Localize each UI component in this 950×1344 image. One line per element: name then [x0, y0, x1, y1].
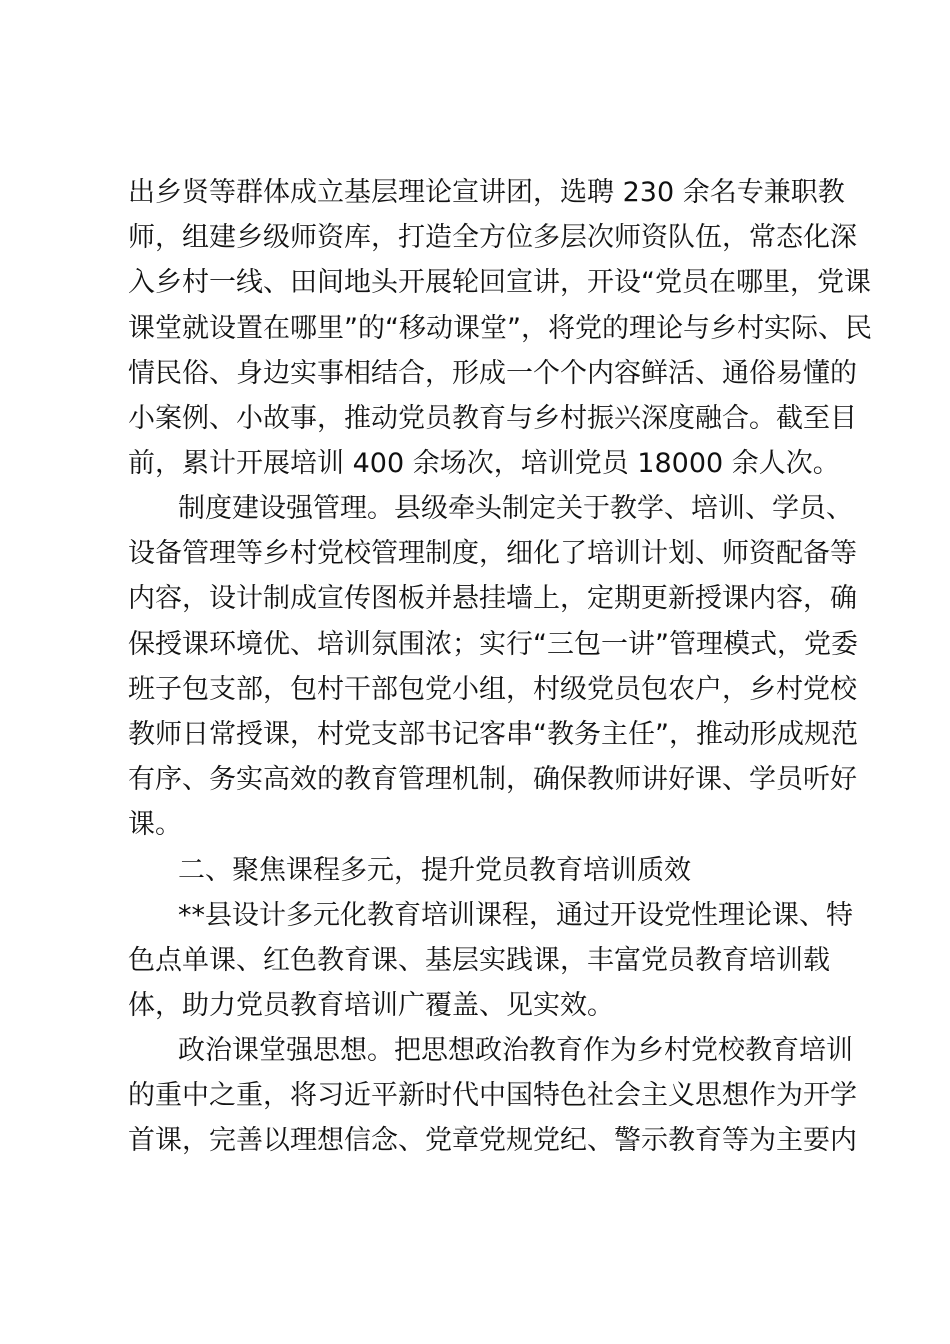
- text-line: 师，组建乡级师资库，打造全方位多层次师资队伍，常态化深: [128, 222, 857, 253]
- text-line: 首课，完善以理想信念、党章党规党纪、警示教育等为主要内: [128, 1125, 857, 1156]
- section-heading: 二、聚焦课程多元，提升党员教育培训质效: [178, 855, 691, 886]
- text-line: 教师日常授课，村党支部书记客串“教务主任”，推动形成规范: [128, 719, 858, 750]
- text-line: 情民俗、身边实事相结合，形成一个个内容鲜活、通俗易懂的: [128, 358, 857, 389]
- text-line: 体，助力党员教育培训广覆盖、见实效。: [128, 990, 614, 1021]
- paragraph-heading: 制度建设强管理。县级牵头制定关于教学、培训、学员、: [178, 493, 853, 524]
- text-line: 班子包支部，包村干部包党小组，村级党员包农户，乡村党校: [128, 674, 857, 705]
- text-line: 有序、务实高效的教育管理机制，确保教师讲好课、学员听好: [128, 764, 857, 795]
- text-line: 课。: [128, 809, 182, 840]
- paragraph-heading: 政治课堂强思想。把思想政治教育作为乡村党校教育培训: [178, 1035, 853, 1066]
- text-line: **县设计多元化教育培训课程，通过开设党性理论课、特: [178, 900, 853, 931]
- text-line: 小案例、小故事，推动党员教育与乡村振兴深度融合。截至目: [128, 403, 857, 434]
- text-line: 色点单课、红色教育课、基层实践课，丰富党员教育培训载: [128, 945, 830, 976]
- text-line: 设备管理等乡村党校管理制度，细化了培训计划、师资配备等: [128, 538, 857, 569]
- text-line: 课堂就设置在哪里”的“移动课堂”，将党的理论与乡村实际、民: [128, 313, 872, 344]
- text-line: 入乡村一线、田间地头开展轮回宣讲，开设“党员在哪里，党课: [128, 267, 871, 298]
- text-line: 出乡贤等群体成立基层理论宣讲团，选聘 230 余名专兼职教: [128, 177, 845, 208]
- text-line: 内容，设计制成宣传图板并悬挂墙上，定期更新授课内容，确: [128, 583, 857, 614]
- text-line: 保授课环境优、培训氛围浓；实行“三包一讲”管理模式，党委: [128, 629, 858, 660]
- text-line: 的重中之重，将习近平新时代中国特色社会主义思想作为开学: [128, 1080, 857, 1111]
- text-line: 前，累计开展培训 400 余场次，培训党员 18000 余人次。: [128, 448, 840, 479]
